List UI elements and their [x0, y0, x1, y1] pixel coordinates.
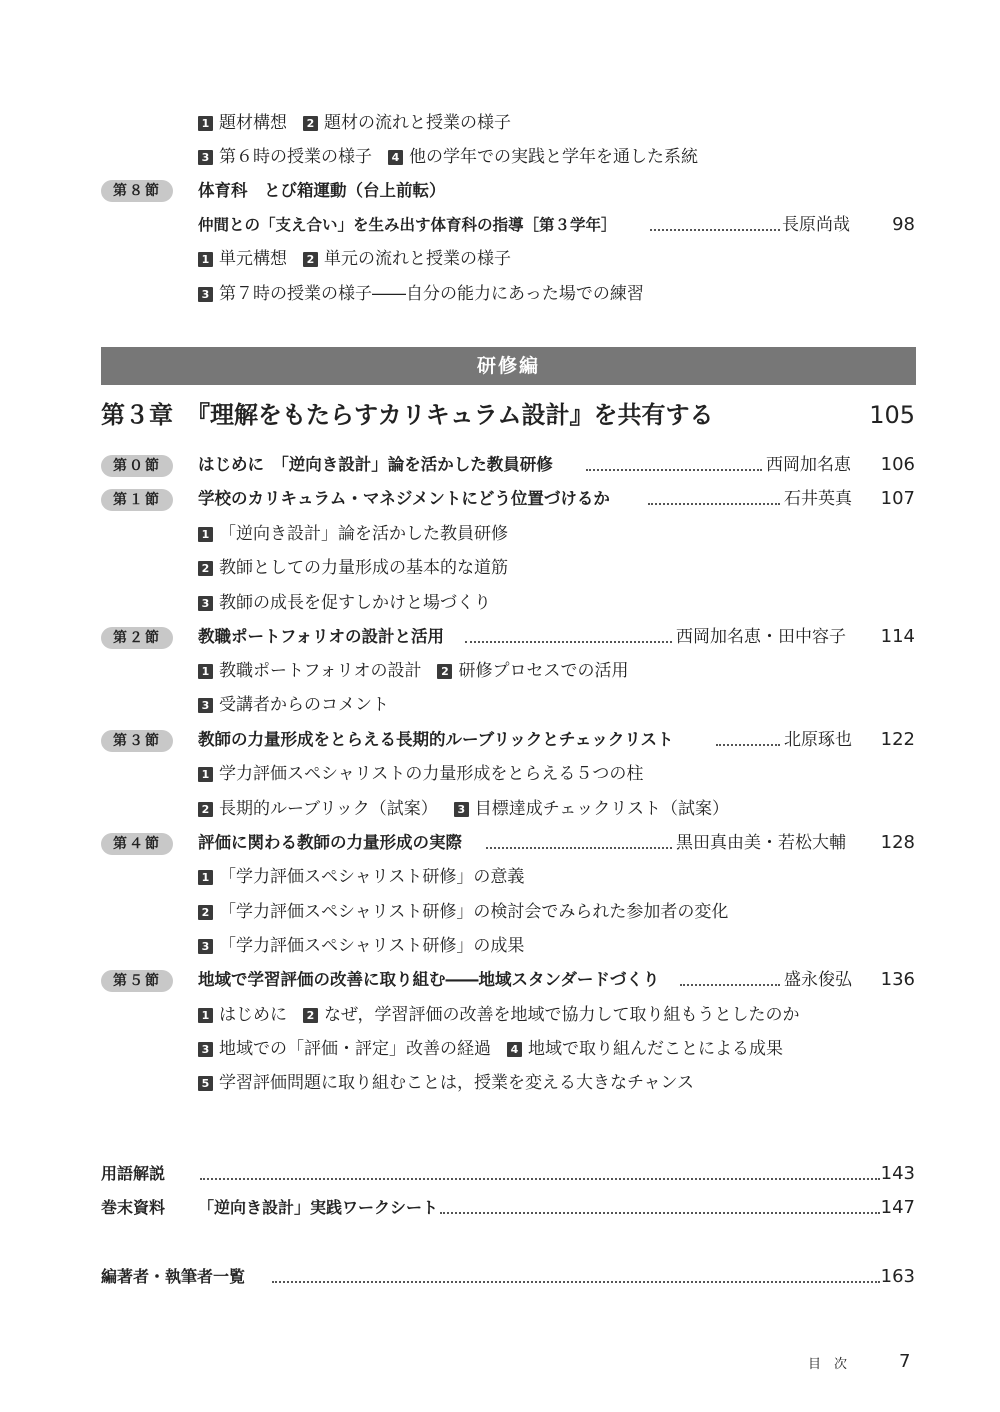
item-number: 2	[303, 1008, 318, 1023]
item-text: 地域で取り組んだことによる成果	[528, 1039, 783, 1059]
item-text: 「学力評価スペシャリスト研修」の検討会でみられた参加者の変化	[219, 902, 729, 922]
section-author: 北原琢也	[784, 730, 852, 750]
item-line	[198, 933, 524, 959]
item-number: 3	[198, 698, 213, 713]
item-text: 研修プロセスでの活用	[458, 661, 629, 681]
section-page: 122	[880, 729, 915, 750]
item-number: 1	[198, 767, 213, 782]
item-text: 単元構想	[219, 249, 287, 269]
section-title[interactable]: 評価に関わる教師の力量形成の実際	[198, 833, 462, 852]
leader-dots	[272, 1281, 880, 1283]
item-text: 学力評価スペシャリストの力量形成をとらえる５つの柱	[219, 764, 644, 784]
item-number: 1	[198, 870, 213, 885]
item-number: 3	[198, 150, 213, 165]
section-author: 西岡加名恵	[766, 455, 851, 475]
item-line	[198, 658, 628, 684]
item-line	[198, 246, 511, 272]
leader-dots	[650, 229, 780, 231]
section-badge: 第８節	[101, 180, 173, 202]
appendix-label[interactable]: 巻末資料	[101, 1198, 166, 1217]
section-page: 114	[880, 626, 915, 647]
item-text: 他の学年での実践と学年を通した系統	[409, 147, 698, 167]
item-number: 3	[198, 939, 213, 954]
item-line	[198, 864, 524, 890]
item-line	[198, 761, 643, 787]
section-title[interactable]: 体育科 とび箱運動（台上前転）	[198, 181, 446, 200]
item-line	[198, 281, 644, 307]
item-text: 目標達成チェックリスト（試案）	[474, 799, 729, 819]
leader-dots	[465, 641, 672, 643]
section-author: 長原尚哉	[782, 215, 850, 235]
section-title[interactable]: はじめに 「逆向き設計」論を活かした教員研修	[198, 455, 553, 474]
item-text: なぜ，学習評価の改善を地域で協力して取り組もうとしたのか	[324, 1005, 800, 1025]
item-number: 4	[388, 150, 403, 165]
section-author: 盛永俊弘	[784, 970, 852, 990]
item-number: 3	[198, 596, 213, 611]
leader-dots	[716, 744, 780, 746]
item-text: 第６時の授業の様子	[219, 147, 372, 167]
item-line	[198, 1036, 783, 1062]
appendix-page: 147	[880, 1197, 915, 1218]
section-badge: 第２節	[101, 627, 173, 649]
item-text: 学習評価問題に取り組むことは，授業を変える大きなチャンス	[219, 1073, 694, 1093]
item-number: 1	[198, 527, 213, 542]
item-number: 3	[198, 287, 213, 302]
section-author: 黒田真由美・若松大輔	[676, 833, 846, 853]
section-badge: 第５節	[101, 970, 173, 992]
footer-label: 目 次	[808, 1357, 848, 1372]
item-number: 3	[454, 802, 469, 817]
item-number: 2	[437, 664, 452, 679]
chapter-label: 第３章	[101, 401, 173, 429]
item-number: 3	[198, 1042, 213, 1057]
section-page: 107	[880, 488, 915, 509]
item-text: 教師の成長を促すしかけと場づくり	[219, 593, 491, 613]
item-number: 1	[198, 664, 213, 679]
item-line	[198, 692, 389, 718]
item-line	[198, 521, 508, 547]
item-text: 「逆向き設計」論を活かした教員研修	[219, 524, 508, 544]
item-text: 長期的ルーブリック（試案）	[219, 799, 438, 819]
item-line	[198, 1002, 800, 1028]
item-number: 5	[198, 1076, 213, 1091]
item-number: 2	[198, 905, 213, 920]
item-line	[198, 899, 728, 925]
item-text: 単元の流れと授業の様子	[324, 249, 511, 269]
leader-dots	[486, 847, 672, 849]
section-author: 西岡加名恵・田中容子	[676, 627, 846, 647]
appendix-title[interactable]: 「逆向き設計」実践ワークシート	[198, 1198, 439, 1217]
footer-page-number: 7	[899, 1351, 911, 1372]
item-number: 2	[198, 802, 213, 817]
section-title[interactable]: 教職ポートフォリオの設計と活用	[198, 627, 445, 646]
item-number: 1	[198, 252, 213, 267]
item-text: はじめに	[219, 1005, 287, 1025]
item-line	[198, 110, 511, 136]
item-text: 題材構想	[219, 113, 287, 133]
section-page: 136	[880, 969, 915, 990]
section-badge: 第０節	[101, 455, 173, 477]
section-badge: 第３節	[101, 730, 173, 752]
chapter-page: 105	[869, 401, 915, 429]
section-author: 石井英真	[784, 489, 852, 509]
section-page: 98	[892, 214, 915, 235]
section-page: 106	[880, 454, 915, 475]
leader-dots	[440, 1212, 880, 1214]
leader-dots	[586, 469, 762, 471]
leader-dots	[200, 1178, 880, 1180]
item-text: 題材の流れと授業の様子	[324, 113, 511, 133]
item-text: 第７時の授業の様子――自分の能力にあった場での練習	[219, 284, 644, 304]
item-number: 2	[198, 561, 213, 576]
item-number: 2	[303, 116, 318, 131]
section-title[interactable]: 学校のカリキュラム・マネジメントにどう位置づけるか	[198, 489, 610, 508]
item-text: 地域での「評価・評定」改善の経過	[219, 1039, 491, 1059]
item-line	[198, 590, 491, 616]
glossary-label[interactable]: 用語解説	[101, 1164, 166, 1183]
item-number: 4	[507, 1042, 522, 1057]
item-line	[198, 796, 729, 822]
item-text: 「学力評価スペシャリスト研修」の意義	[219, 867, 525, 887]
item-text: 「学力評価スペシャリスト研修」の成果	[219, 936, 525, 956]
section-title[interactable]: 教師の力量形成をとらえる長期的ルーブリックとチェックリスト	[198, 730, 674, 749]
part-banner: 研修編	[101, 347, 916, 385]
section-page: 128	[880, 832, 915, 853]
contributors-label[interactable]: 編著者・執筆者一覧	[101, 1267, 246, 1286]
item-number: 2	[303, 252, 318, 267]
item-text: 教師としての力量形成の基本的な道筋	[219, 558, 508, 578]
section-badge: 第４節	[101, 833, 173, 855]
section-title[interactable]: 地域で学習評価の改善に取り組む――地域スタンダードづくり	[198, 970, 660, 989]
item-number: 1	[198, 116, 213, 131]
leader-dots	[680, 984, 780, 986]
contributors-page: 163	[880, 1266, 915, 1287]
section-badge: 第１節	[101, 489, 173, 511]
item-line	[198, 144, 698, 170]
item-number: 1	[198, 1008, 213, 1023]
item-text: 教職ポートフォリオの設計	[219, 661, 422, 681]
leader-dots	[648, 503, 780, 505]
item-text: 受講者からのコメント	[219, 695, 389, 715]
item-line	[198, 555, 508, 581]
section-subtitle[interactable]: 仲間との「支え合い」を生み出す体育科の指導［第３学年］	[198, 216, 617, 234]
glossary-page: 143	[880, 1163, 915, 1184]
chapter-title[interactable]: 『理解をもたらすカリキュラム設計』を共有する	[186, 401, 714, 429]
item-line	[198, 1070, 694, 1096]
